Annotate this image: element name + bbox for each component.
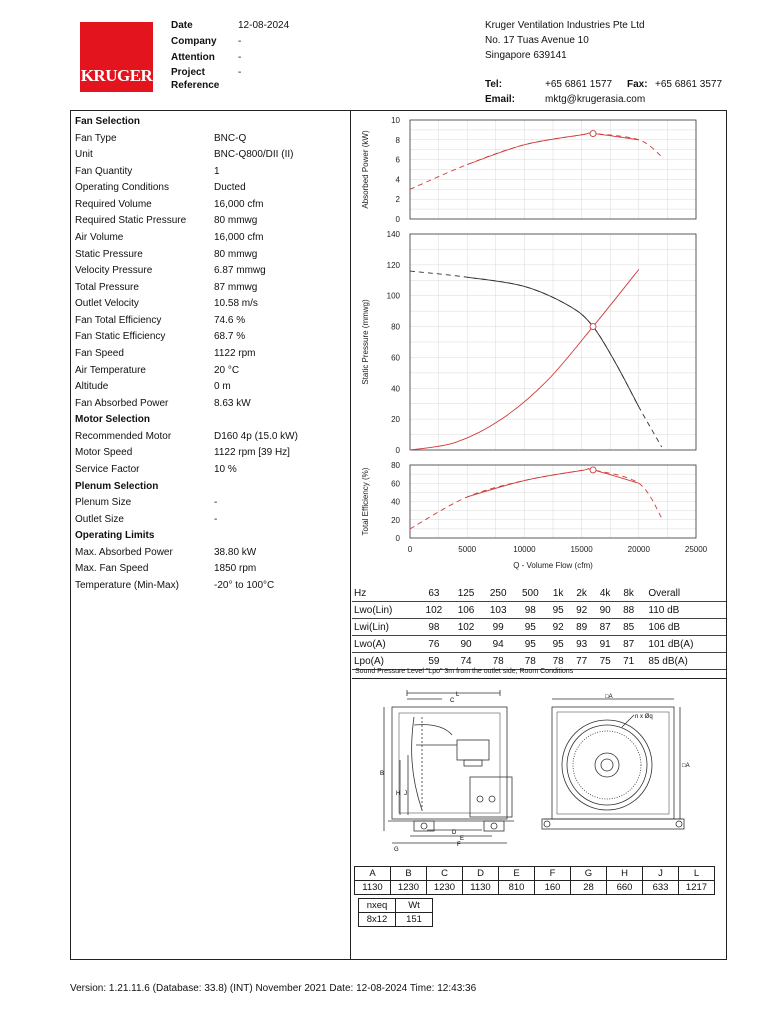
sound-cell: 85 dB(A): [640, 653, 726, 670]
x-tick-label: 5000: [458, 545, 477, 554]
param-label: Air Temperature: [75, 364, 146, 376]
sound-cell: 76: [418, 636, 450, 653]
kruger-logo: [80, 22, 153, 92]
y-tick-label: 2: [395, 195, 400, 205]
company-address2: Singapore 639141: [485, 50, 567, 61]
email-value: mktg@krugerasia.com: [545, 94, 646, 105]
y-tick-label: 20: [391, 415, 400, 425]
y-tick-label: 140: [386, 230, 400, 239]
y-tick-label: 0: [395, 534, 400, 543]
y-tick-label: 60: [391, 353, 400, 363]
param-value: 20 °C: [214, 364, 240, 376]
param-label: Outlet Velocity: [75, 298, 139, 310]
dimension-cell: 1130: [355, 881, 391, 895]
param-label: Fan Type: [75, 132, 117, 144]
param-value: 0 m: [214, 381, 231, 393]
dimension-cell: 810: [499, 881, 535, 895]
y-tick-label: 120: [386, 260, 400, 270]
dimension-cell: 1217: [679, 881, 715, 895]
sound-cell: 78: [546, 653, 570, 670]
param-label: Motor Speed: [75, 447, 133, 459]
param-label: Service Factor: [75, 463, 140, 475]
y-tick-label: 40: [391, 497, 400, 507]
sound-cell: 87: [617, 636, 641, 653]
operating-point: [590, 324, 596, 330]
sound-note: Sound Pressure Level "Lpo" 3m from the outlet side, Room Conditions: [355, 668, 574, 675]
dim-g-label: G: [394, 847, 399, 853]
sound-cell: 88: [617, 602, 641, 619]
sound-cell: 85: [617, 619, 641, 636]
param-label: Recommended Motor: [75, 430, 172, 442]
sound-cell: 1k: [546, 585, 570, 602]
sound-cell: 59: [418, 653, 450, 670]
dimensions-table: [354, 866, 715, 895]
param-value: 80 mmwg: [214, 248, 258, 260]
dim-e-label: E: [460, 836, 465, 842]
y-tick-label: 10: [391, 116, 400, 125]
param-label: Air Volume: [75, 231, 124, 243]
sound-table: [352, 585, 726, 670]
operating-point: [590, 131, 596, 137]
y-tick-label: 100: [386, 291, 400, 301]
sound-row: [352, 619, 726, 636]
dim-c-label: C: [450, 698, 455, 704]
footer-version: Version: 1.21.11.6 (Database: 33.8) (INT) November 2021 Date: 12-08-2024 Time: 12:43:36: [70, 983, 477, 994]
dim-b-label: B: [380, 771, 385, 777]
param-label: Total Pressure: [75, 281, 139, 293]
sound-cell: 63: [418, 585, 450, 602]
param-value: -: [214, 497, 218, 509]
sound-cell: Lwi(Lin): [352, 619, 418, 636]
power-chart: [361, 116, 696, 224]
param-value: 16,000 cfm: [214, 198, 264, 210]
dimension-cell: 1230: [427, 881, 463, 895]
project-value: -: [238, 67, 242, 78]
sound-cell: Overall: [640, 585, 726, 602]
dimension-cell: G: [571, 867, 607, 881]
param-value: BNC-Q800/DII (II): [214, 149, 294, 161]
sound-cell: 95: [546, 636, 570, 653]
y-tick-label: 8: [395, 135, 400, 145]
sound-cell: 103: [482, 602, 514, 619]
sound-cell: 102: [450, 619, 482, 636]
param-label: Static Pressure: [75, 248, 143, 260]
sound-cell: 75: [593, 653, 617, 670]
y-axis-label: Total Efficiency (%): [361, 467, 370, 536]
company-address1: No. 17 Tuas Avenue 10: [485, 35, 589, 46]
dimension-cell: C: [427, 867, 463, 881]
weight-header-row: [359, 899, 433, 913]
param-value: 1122 rpm [39 Hz]: [214, 447, 290, 459]
x-tick-label: 25000: [684, 545, 708, 554]
sound-row: [352, 653, 726, 670]
sound-cell: 92: [570, 602, 594, 619]
sound-cell: 71: [617, 653, 641, 670]
x-tick-label: 0: [407, 545, 413, 554]
sound-header-row: [352, 585, 726, 602]
column-divider: [350, 110, 351, 960]
param-label: Fan Selection: [75, 116, 141, 127]
y-tick-label: 60: [391, 479, 400, 489]
sound-cell: 500: [514, 585, 546, 602]
dimension-cell: B: [391, 867, 427, 881]
param-label: Unit: [75, 149, 93, 161]
param-value: 68.7 %: [214, 331, 246, 343]
sound-cell: 78: [514, 653, 546, 670]
sound-cell: 87: [593, 619, 617, 636]
sound-cell: 78: [482, 653, 514, 670]
y-tick-label: 6: [395, 155, 400, 165]
company-name: Kruger Ventilation Industries Pte Ltd: [485, 20, 645, 31]
dimension-cell: 1230: [391, 881, 427, 895]
attention-value: -: [238, 52, 242, 63]
sound-cell: 89: [570, 619, 594, 636]
param-value: 80 mmwg: [214, 215, 258, 227]
weight-cell: nxeq: [359, 899, 396, 913]
nxeq-label: n x Øq: [635, 714, 653, 720]
logo-text: KRUGER: [80, 66, 153, 85]
sound-cell: Hz: [352, 585, 418, 602]
y-tick-label: 20: [391, 515, 400, 525]
fax-label: Fax:: [627, 79, 648, 90]
dimension-cell: H: [607, 867, 643, 881]
sound-cell: 102: [418, 602, 450, 619]
dim-h-label: H: [396, 791, 401, 797]
sound-cell: 95: [514, 619, 546, 636]
sound-cell: 74: [450, 653, 482, 670]
y-tick-label: 0: [395, 446, 400, 455]
param-value: 10 %: [214, 463, 237, 475]
date-label: Date: [171, 20, 193, 31]
y-tick-label: 0: [395, 215, 400, 224]
y-tick-label: 80: [391, 322, 400, 332]
side-view: [384, 690, 514, 843]
sound-cell: 110 dB: [640, 602, 726, 619]
param-value: 1: [214, 165, 220, 177]
performance-charts: [352, 112, 726, 576]
param-label: Operating Conditions: [75, 182, 169, 194]
sound-cell: 125: [450, 585, 482, 602]
param-label: Temperature (Min-Max): [75, 579, 179, 591]
pressure-chart: [361, 230, 696, 455]
project-label: Project: [171, 67, 205, 78]
param-label: Fan Quantity: [75, 165, 133, 177]
operating-point: [590, 467, 596, 473]
dimension-cell: 160: [535, 881, 571, 895]
dimension-cell: A: [355, 867, 391, 881]
param-value: 16,000 cfm: [214, 231, 264, 243]
sound-cell: 77: [570, 653, 594, 670]
y-tick-label: 4: [395, 175, 400, 185]
weight-value-row: [359, 913, 433, 927]
dimension-header-row: [355, 867, 715, 881]
dimension-cell: 633: [643, 881, 679, 895]
section-divider: [352, 678, 726, 679]
sound-cell: 106: [450, 602, 482, 619]
company-value: -: [238, 36, 242, 47]
sound-cell: 4k: [593, 585, 617, 602]
x-tick-label: 20000: [627, 545, 650, 554]
tel-value: +65 6861 1577: [545, 79, 613, 90]
dimension-cell: 1130: [463, 881, 499, 895]
param-label: Fan Speed: [75, 347, 124, 359]
dim-j-label: J: [404, 791, 407, 797]
dimension-cell: L: [679, 867, 715, 881]
param-value: 6.87 mmwg: [214, 265, 266, 277]
param-label: Required Volume: [75, 198, 152, 210]
dimension-cell: 28: [571, 881, 607, 895]
x-axis-label: Q - Volume Flow (cfm): [513, 561, 593, 570]
sound-cell: 90: [450, 636, 482, 653]
sound-cell: Lpo(A): [352, 653, 418, 670]
sound-cell: 2k: [570, 585, 594, 602]
weight-cell: 151: [396, 913, 433, 927]
param-label: Plenum Size: [75, 497, 132, 509]
param-label: Required Static Pressure: [75, 215, 187, 227]
param-label: Fan Static Efficiency: [75, 331, 166, 343]
param-label: Max. Absorbed Power: [75, 546, 173, 558]
dim-l-label: L: [456, 692, 460, 698]
param-label: Motor Selection: [75, 414, 151, 426]
sound-cell: 95: [514, 636, 546, 653]
sound-row: [352, 636, 726, 653]
sound-row: [352, 602, 726, 619]
weight-table: [358, 898, 433, 927]
param-value: 38.80 kW: [214, 546, 257, 558]
param-value: 1122 rpm: [214, 347, 256, 359]
param-value: 8.63 kW: [214, 397, 251, 409]
y-axis-label: Absorbed Power (kW): [361, 130, 370, 209]
param-label: Plenum Selection: [75, 480, 159, 492]
dimension-cell: 660: [607, 881, 643, 895]
sound-cell: 8k: [617, 585, 641, 602]
param-value: -: [214, 513, 218, 525]
param-value: 87 mmwg: [214, 281, 258, 293]
front-view: [542, 699, 684, 829]
sound-cell: 101 dB(A): [640, 636, 726, 653]
sound-cell: 93: [570, 636, 594, 653]
sound-cell: 90: [593, 602, 617, 619]
x-tick-label: 10000: [513, 545, 536, 554]
param-label: Fan Total Efficiency: [75, 314, 162, 326]
param-value: D160 4p (15.0 kW): [214, 430, 298, 442]
series-line-dashed: [410, 133, 662, 189]
param-value: 74.6 %: [214, 314, 246, 326]
weight-cell: 8x12: [359, 913, 396, 927]
param-label: Outlet Size: [75, 513, 124, 525]
param-value: -20° to 100°C: [214, 579, 275, 591]
param-label: Altitude: [75, 381, 109, 393]
sound-cell: 99: [482, 619, 514, 636]
series-line-dashed: [410, 271, 662, 447]
dim-f-label: F: [457, 842, 461, 848]
sound-cell: 95: [546, 602, 570, 619]
y-tick-label: 40: [391, 384, 400, 394]
dimension-cell: F: [535, 867, 571, 881]
tel-label: Tel:: [485, 79, 503, 90]
param-value: 1850 rpm: [214, 563, 257, 575]
param-label: Operating Limits: [75, 530, 155, 542]
efficiency-chart: [361, 461, 708, 570]
dimension-value-row: [355, 881, 715, 895]
param-value: 10.58 m/s: [214, 298, 258, 310]
y-axis-label: Static Pressure (mmwg): [361, 299, 370, 385]
fan-drawing: [352, 685, 726, 857]
y-tick-label: 80: [391, 461, 400, 470]
sound-cell: 106 dB: [640, 619, 726, 636]
sound-cell: Lwo(A): [352, 636, 418, 653]
dimension-cell: J: [643, 867, 679, 881]
date-value: 12-08-2024: [238, 20, 290, 31]
param-value: BNC-Q: [214, 132, 247, 144]
reference-label: Reference: [171, 80, 220, 91]
sound-cell: 91: [593, 636, 617, 653]
fax-value: +65 6861 3577: [655, 79, 723, 90]
param-value: Ducted: [214, 182, 246, 194]
sound-cell: Lwo(Lin): [352, 602, 418, 619]
param-label: Fan Absorbed Power: [75, 397, 169, 409]
company-label: Company: [171, 36, 217, 47]
param-label: Max. Fan Speed: [75, 563, 149, 575]
dim-d-label: D: [452, 830, 457, 836]
x-tick-label: 15000: [570, 545, 593, 554]
attention-label: Attention: [171, 52, 215, 63]
dim-a-side-label: □A: [682, 763, 690, 769]
weight-cell: Wt: [396, 899, 433, 913]
sound-cell: 92: [546, 619, 570, 636]
dimension-cell: E: [499, 867, 535, 881]
param-label: Velocity Pressure: [75, 265, 153, 277]
sound-cell: 98: [418, 619, 450, 636]
sound-cell: 250: [482, 585, 514, 602]
sound-cell: 94: [482, 636, 514, 653]
sound-cell: 98: [514, 602, 546, 619]
dim-a-label: □A: [605, 694, 613, 700]
email-label: Email:: [485, 94, 516, 105]
dimension-cell: D: [463, 867, 499, 881]
